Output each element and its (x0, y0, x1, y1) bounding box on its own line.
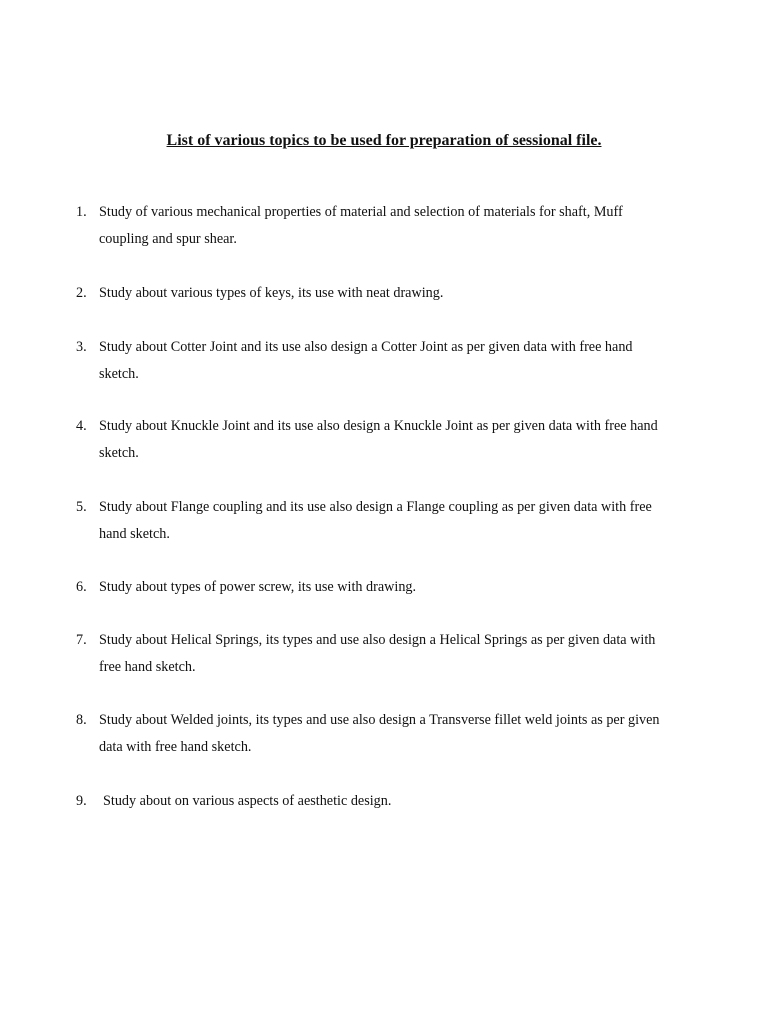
item-number: 7. (76, 632, 87, 648)
item-number: 2. (76, 285, 87, 301)
item-text: Study about Flange coupling and its use also design a Flange coupling as per given data with free hand sketch. (99, 499, 652, 542)
item-number: 6. (76, 579, 87, 595)
item-number: 1. (76, 204, 87, 220)
item-text: Study about various types of keys, its use with neat drawing. (99, 285, 444, 301)
item-text: Study about Cotter Joint and its use also design a Cotter Joint as per given data with free hand sketch. (99, 339, 633, 382)
item-text: Study about Knuckle Joint and its use also design a Knuckle Joint as per given data with free hand sketch. (99, 418, 658, 461)
document-title: List of various topics to be used for preparation of sessional file. (166, 132, 602, 149)
item-number: 4. (76, 418, 87, 434)
item-number: 8. (76, 712, 87, 728)
item-text: Study about Welded joints, its types and use also design a Transverse fillet weld joints as per given data with free hand sketch. (99, 712, 660, 755)
item-number: 9. (76, 793, 87, 809)
item-text: Study about Helical Springs, its types and use also design a Helical Springs as per given data with free hand sketch. (99, 632, 656, 675)
item-text: Study about types of power screw, its use with drawing. (99, 579, 417, 595)
item-text: Study about on various aspects of aesthetic design. (103, 793, 392, 809)
item-number: 3. (76, 339, 87, 355)
item-text: Study of various mechanical properties of material and selection of materials for shaft, Muff coupling and spur shear. (99, 204, 623, 247)
item-number: 5. (76, 499, 87, 515)
